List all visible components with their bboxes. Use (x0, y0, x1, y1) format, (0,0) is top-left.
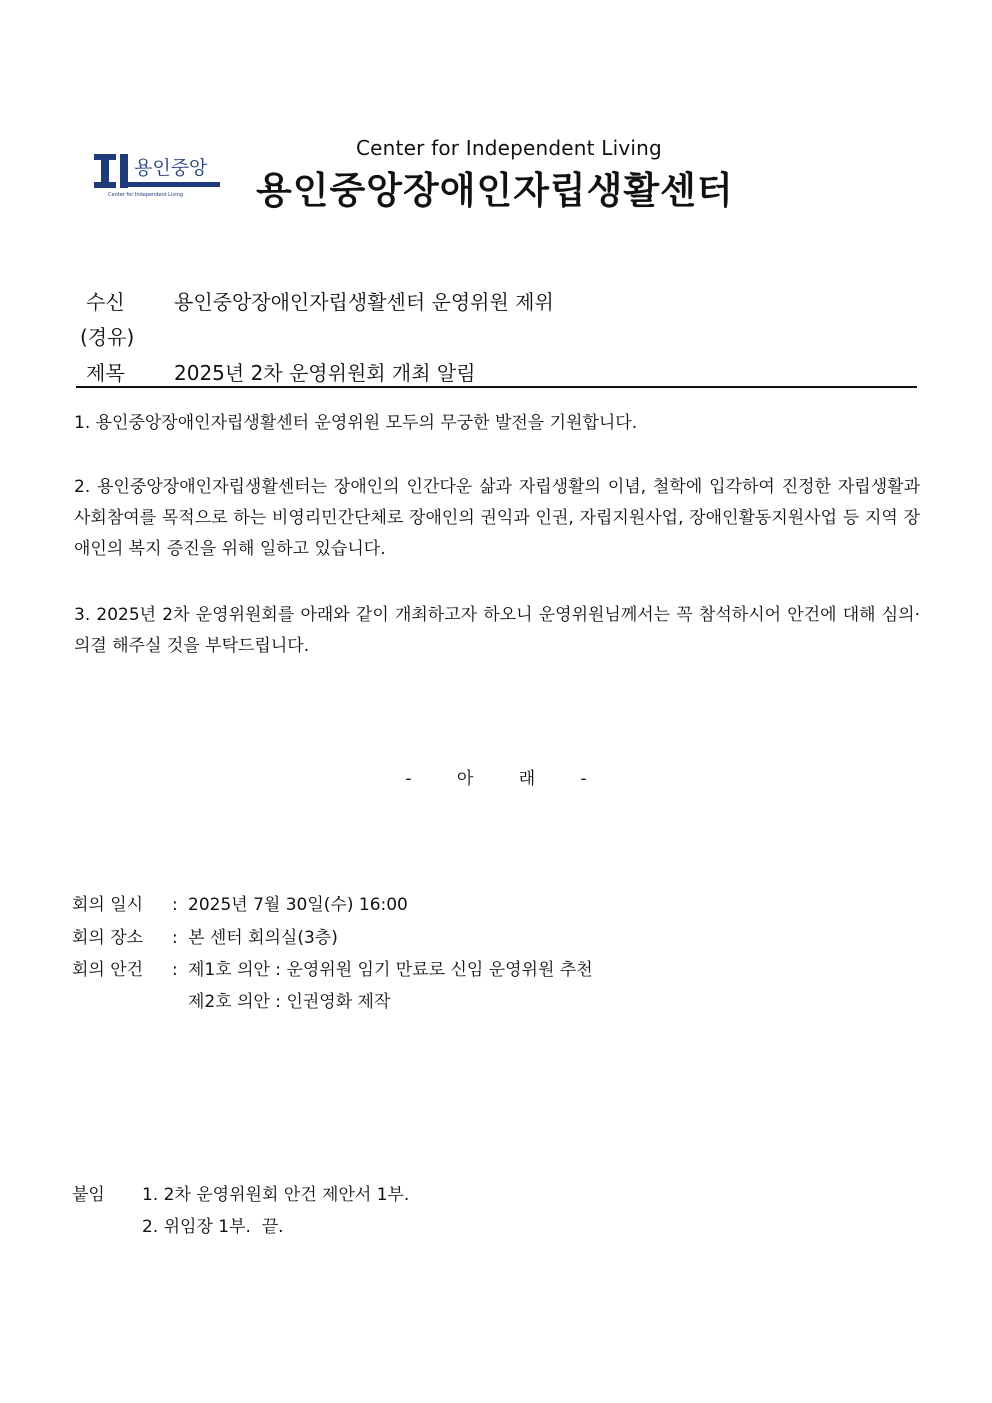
meeting-date-label: 회의 일시 (72, 895, 144, 915)
recipient-row (86, 286, 554, 315)
header-title-en: Center for Independent Living (356, 136, 662, 160)
paragraph-3: 3. 2025년 2차 운영위원회를 아래와 같이 개최하고자 하오니 운영위원님께서는 꼭 참석하시어 안건에 대해 심의·의결 해주실 것을 부탁드립니다. (74, 605, 920, 656)
colon: : (172, 960, 178, 980)
meeting-place-row (72, 923, 338, 948)
meeting-agenda-row (72, 955, 593, 980)
meeting-place-value: 본 센터 회의실(3층) (188, 928, 338, 948)
agenda-item-2: 제2호 의안 : 인권영화 제작 (188, 992, 391, 1012)
via-label: (경유) (80, 325, 135, 349)
subject-value: 2025년 2차 운영위원회 개최 알림 (174, 361, 476, 385)
recipient-label: 수신 (86, 290, 125, 314)
meeting-agenda-label: 회의 안건 (72, 960, 144, 980)
meeting-date-row (72, 890, 408, 915)
attachment-item-2: 2. 위임장 1부. 끝. (142, 1217, 284, 1237)
logo-subtext: Center for Independent Living (108, 192, 184, 198)
meeting-agenda-row-2 (188, 987, 390, 1012)
header-title-ko: 용인중앙장애인자립생활센터 (256, 169, 734, 212)
logo-text: 용인중앙 (134, 157, 208, 179)
subject-label: 제목 (86, 361, 125, 385)
paragraph-1: 1. 용인중앙장애인자립생활센터 운영위원 모두의 무궁한 발전을 기원합니다. (74, 413, 638, 433)
notice-mark: - 아 래 - (405, 769, 587, 789)
meeting-date-value: 2025년 7월 30일(수) 16:00 (188, 895, 408, 915)
organization-logo (92, 150, 224, 200)
attachment-item-1: 1. 2차 운영위원회 안건 제안서 1부. (142, 1185, 410, 1205)
header-divider (76, 386, 917, 388)
colon: : (172, 895, 178, 915)
subject-row (86, 357, 476, 386)
recipient-value: 용인중앙장애인자립생활센터 운영위원 제위 (174, 290, 554, 314)
colon: : (172, 928, 178, 948)
attachments-label: 붙임 (72, 1185, 105, 1205)
meeting-place-label: 회의 장소 (72, 928, 144, 948)
paragraph-2: 2. 용인중앙장애인자립생활센터는 장애인의 인간다운 삶과 자립생활의 이념, 철학에 입각하여 진정한 자립생활과 사회참여를 목적으로 하는 비영리민간단체로 장애인의 권익과 인권, 자립지원사업, 장애인활동지원사업 등 지역 장애인의 복지 증진을 위해 일하고 있습니다. (74, 477, 920, 559)
agenda-item-1: 제1호 의안 : 운영위원 임기 만료로 신임 운영위원 추천 (188, 960, 593, 980)
via-row (80, 321, 134, 350)
